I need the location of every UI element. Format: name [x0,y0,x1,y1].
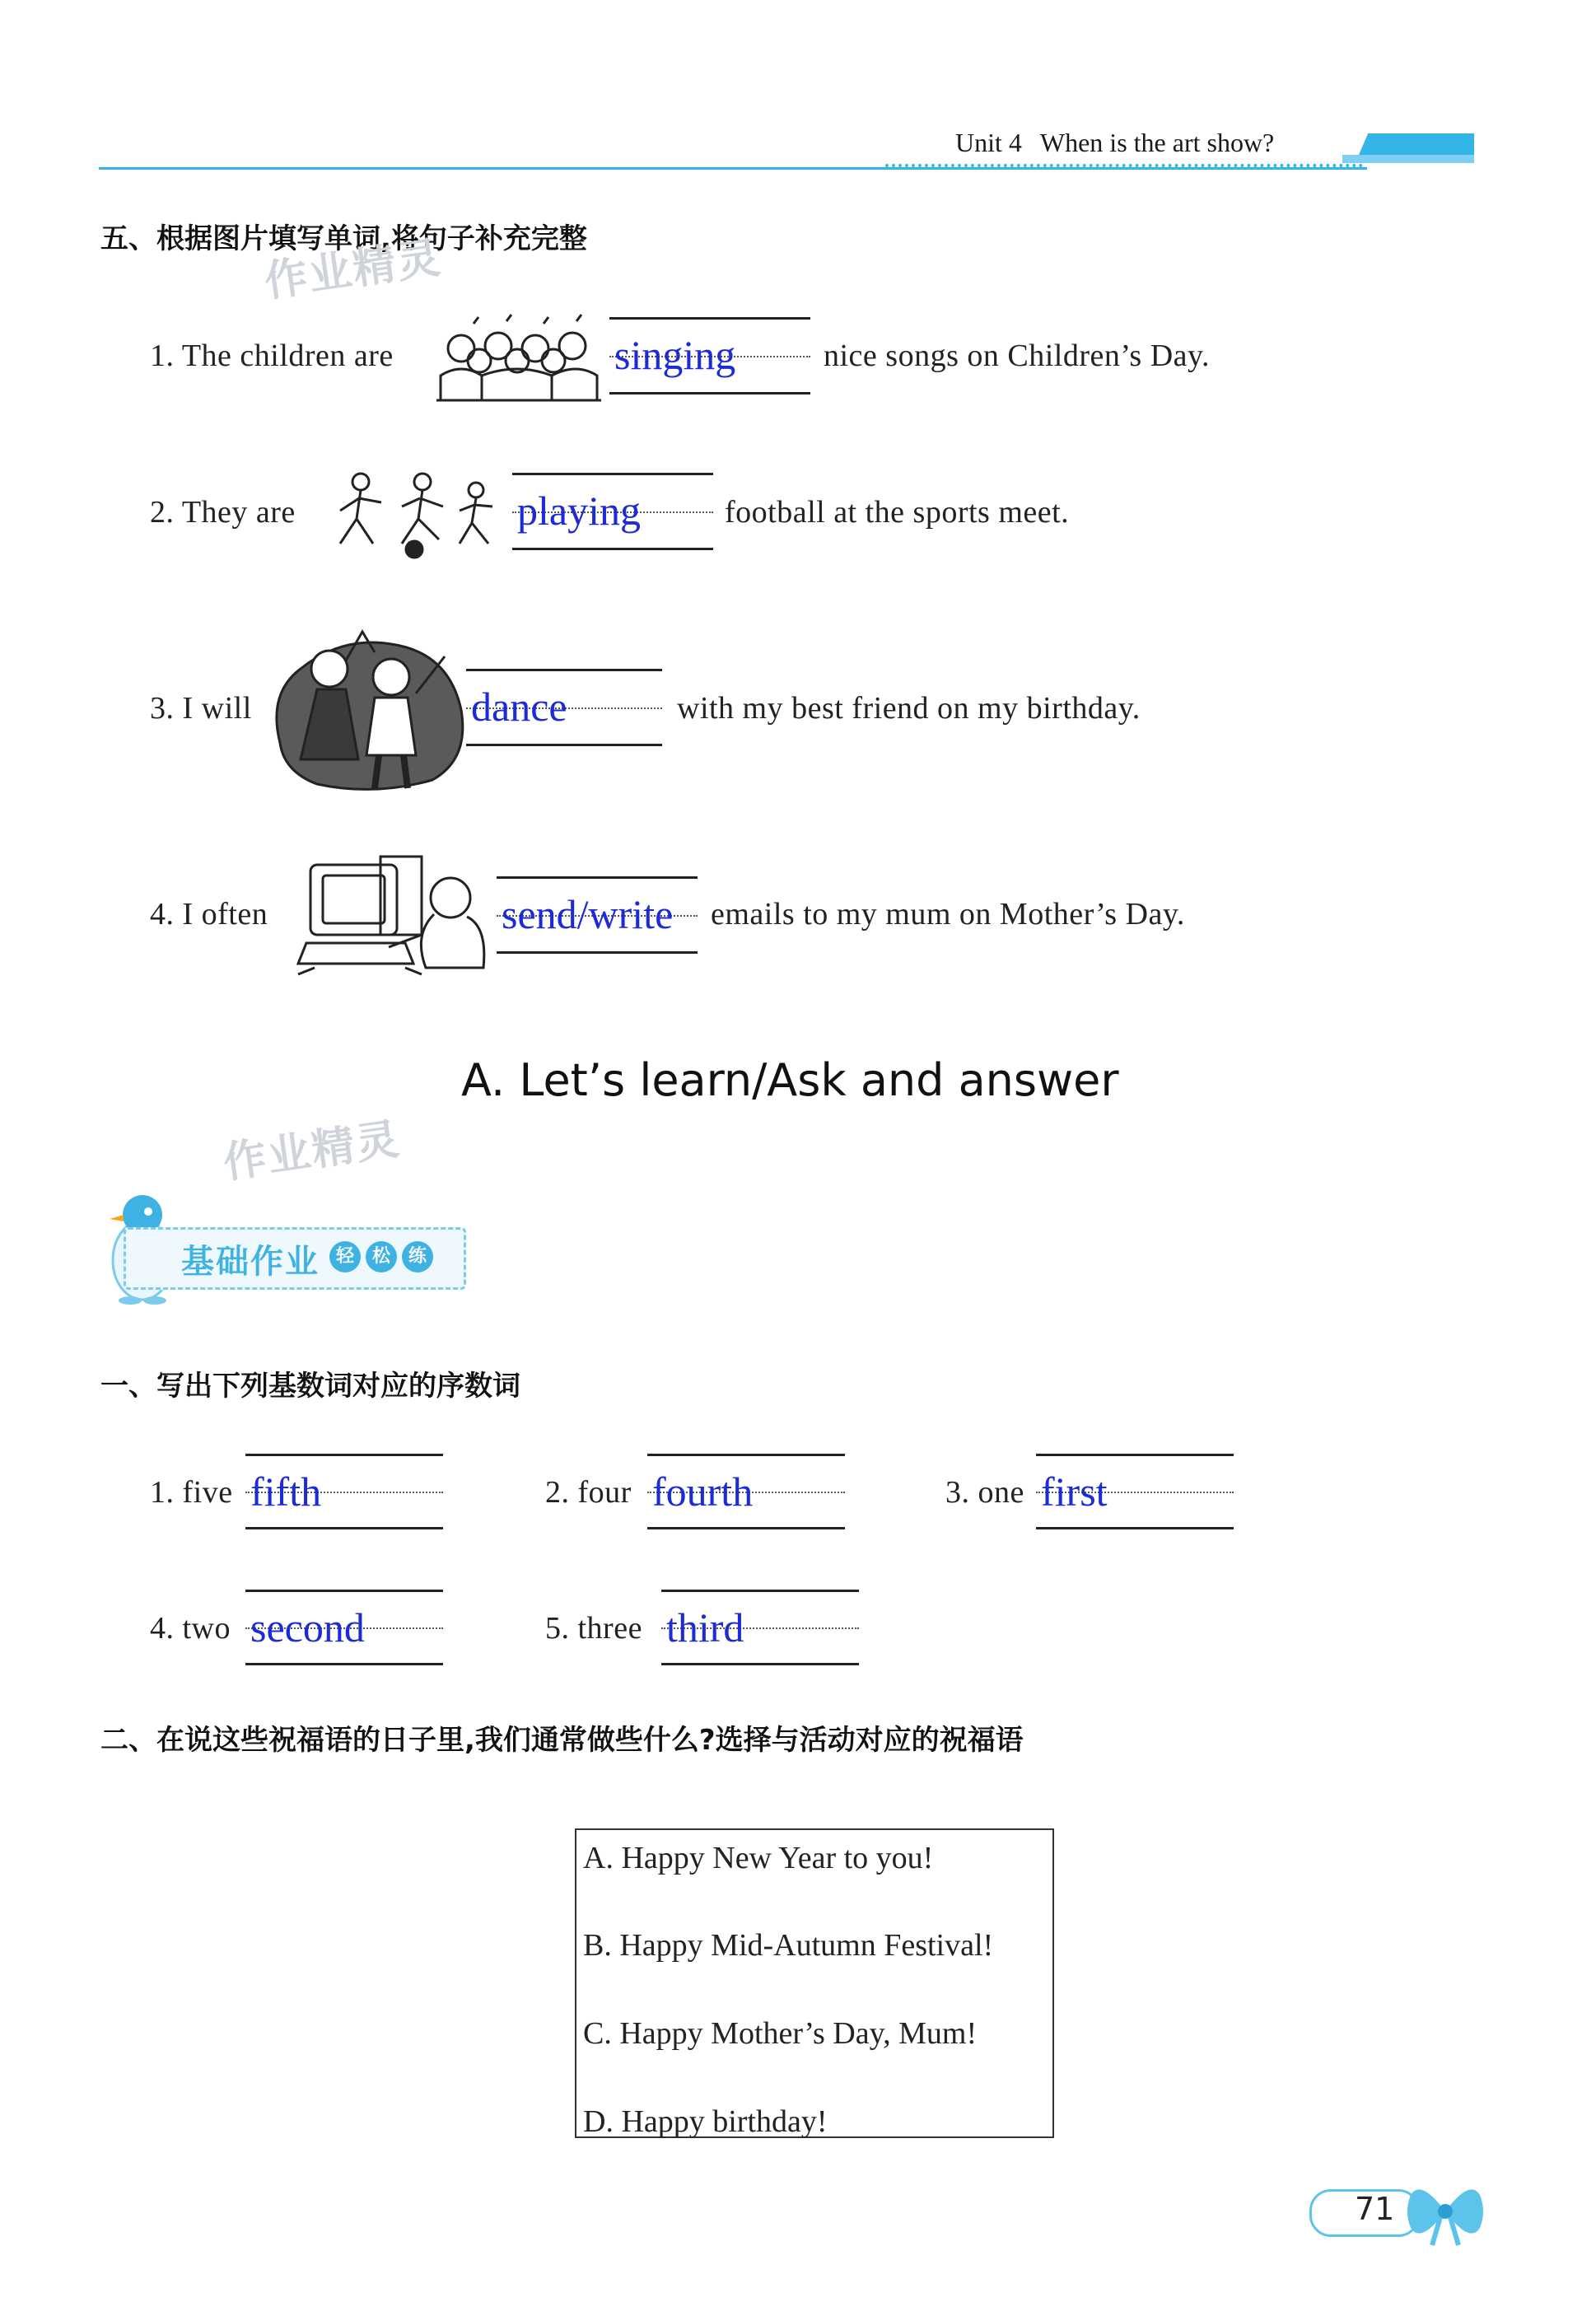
s1-item5-label: 5. three [545,1611,642,1646]
s5-item4-answer: send/write [502,891,674,937]
children-singing-image [428,311,609,402]
header-dotted-rule [885,164,1363,167]
s5-item2-before: 2. They are [150,495,296,530]
bow-icon [1404,2174,1486,2248]
s5-item3-after: with my best friend on my birthday. [677,691,1141,726]
s5-item1-before: 1. The children are [150,339,394,373]
s5-item2-blank[interactable] [512,473,713,550]
s1-item1-answer: fifth [250,1469,322,1515]
watermark: 作业精灵 [261,233,445,307]
s5-item1-after: nice songs on Children’s Day. [824,339,1211,373]
s1-item2-blank[interactable] [647,1454,845,1529]
header-unit-title [955,128,1292,158]
s1-item4-label: 4. two [150,1611,231,1646]
header-unit: Unit 4 [955,128,1022,157]
option-d: D. Happy birthday! [583,2104,828,2139]
section5-title: 五、根据图片填写单词,将句子补充完整 [100,222,587,255]
section1-title: 一、写出下列基数词对应的序数词 [100,1370,520,1403]
s5-item2-after: football at the sports meet. [725,495,1070,530]
option-a: A. Happy New Year to you! [583,1841,934,1875]
s1-item2-label: 2. four [545,1475,632,1510]
s5-item1-answer: singing [614,332,736,378]
section2-title: 二、在说这些祝福语的日子里,我们通常做些什么?选择与活动对应的祝福语 [100,1724,1024,1757]
s1-item3-label: 3. one [945,1475,1024,1510]
s1-item5-blank[interactable] [661,1590,859,1665]
page-number: 71 [1355,2191,1395,2227]
header-tab-decoration-lower [1342,155,1474,163]
s5-item4-before: 4. I often [150,897,268,932]
s5-item3-answer: dance [471,684,567,730]
option-b: B. Happy Mid-Autumn Festival! [583,1928,994,1963]
badge-circle-3: 练 [402,1241,433,1272]
s1-item2-answer: fourth [652,1469,754,1515]
badge-circle-2: 松 [366,1241,397,1272]
watermark-2: 作业精灵 [220,1114,404,1188]
header-title: When is the art show? [1039,128,1275,157]
dancing-couple-image [268,619,474,792]
football-players-image [320,465,509,560]
s5-item2-answer: playing [517,488,641,534]
s1-item1-blank[interactable] [245,1454,443,1529]
computer-user-image [290,852,488,976]
s1-item4-blank[interactable] [245,1590,443,1665]
badge-label [181,1235,320,1282]
s5-item4-after: emails to my mum on Mother’s Day. [711,897,1185,932]
badge-circle-1: 轻 [329,1241,361,1272]
s1-item3-blank[interactable] [1036,1454,1234,1529]
s5-item1-blank[interactable] [609,317,810,395]
s1-item1-label: 1. five [150,1475,233,1510]
s1-item3-answer: first [1041,1469,1108,1515]
badge-main: 基础作业 [181,1243,320,1281]
lesson-banner: A. Let’s learn/Ask and answer [461,1054,1119,1106]
option-c: C. Happy Mother’s Day, Mum! [583,2016,978,2051]
header-tab-decoration [1359,133,1474,155]
s1-item5-answer: third [666,1604,744,1651]
header-rule [99,167,1367,170]
s5-item3-blank[interactable] [466,669,662,746]
greetings-options-box [575,1828,1054,2138]
s5-item3-before: 3. I will [150,691,252,726]
s5-item4-blank[interactable] [497,876,698,954]
s1-item4-answer: second [250,1604,365,1651]
